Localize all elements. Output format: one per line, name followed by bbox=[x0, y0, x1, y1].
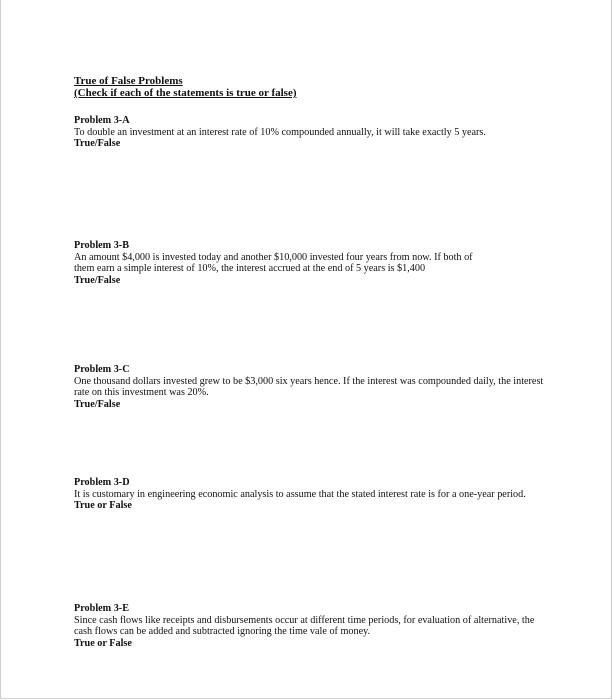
problem-answer-choice: True or False bbox=[74, 500, 132, 512]
problem-title: Problem 3-D bbox=[74, 477, 130, 488]
problem-answer-choice: True/False bbox=[74, 398, 121, 410]
problem-title: Problem 3-B bbox=[74, 240, 129, 251]
document-header bbox=[74, 75, 297, 99]
problem-title: Problem 3-C bbox=[74, 364, 130, 375]
document-title: True of False Problems bbox=[74, 75, 183, 87]
problem-3a bbox=[74, 115, 544, 150]
problem-title: Problem 3-E bbox=[74, 603, 129, 614]
problem-statement: An amount $4,000 is invested today and another $10,000 invested four years from now. If both of them earn a simple interest of 10%, the interest accrued at the end of 5 years is $1,400 bbox=[74, 251, 473, 275]
problem-statement: To double an investment at an interest rate of 10% compounded annually, it will take exactly 5 years. bbox=[74, 126, 486, 138]
problem-3d bbox=[74, 477, 544, 512]
problem-answer-choice: True or False bbox=[74, 637, 132, 649]
problem-statement: One thousand dollars invested grew to be $3,000 six years hence. If the interest was compounded daily, the interest rate on this investment was 20%. bbox=[74, 375, 544, 399]
problem-title: Problem 3-A bbox=[74, 115, 130, 126]
problem-answer-choice: True/False bbox=[74, 138, 121, 150]
problem-3e bbox=[74, 603, 544, 649]
problem-answer-choice: True/False bbox=[74, 274, 121, 286]
problem-3b bbox=[74, 240, 544, 286]
problem-3c bbox=[74, 364, 544, 410]
problem-statement: It is customary in engineering economic analysis to assume that the stated interest rate is for a one-year period. bbox=[74, 488, 526, 500]
problem-statement: Since cash flows like receipts and disbursements occur at different time periods, for evaluation of alternative, the cash flows can be added and subtracted ignoring the time vale of money. bbox=[74, 614, 535, 638]
document-instructions: (Check if each of the statements is true or false) bbox=[74, 87, 297, 99]
